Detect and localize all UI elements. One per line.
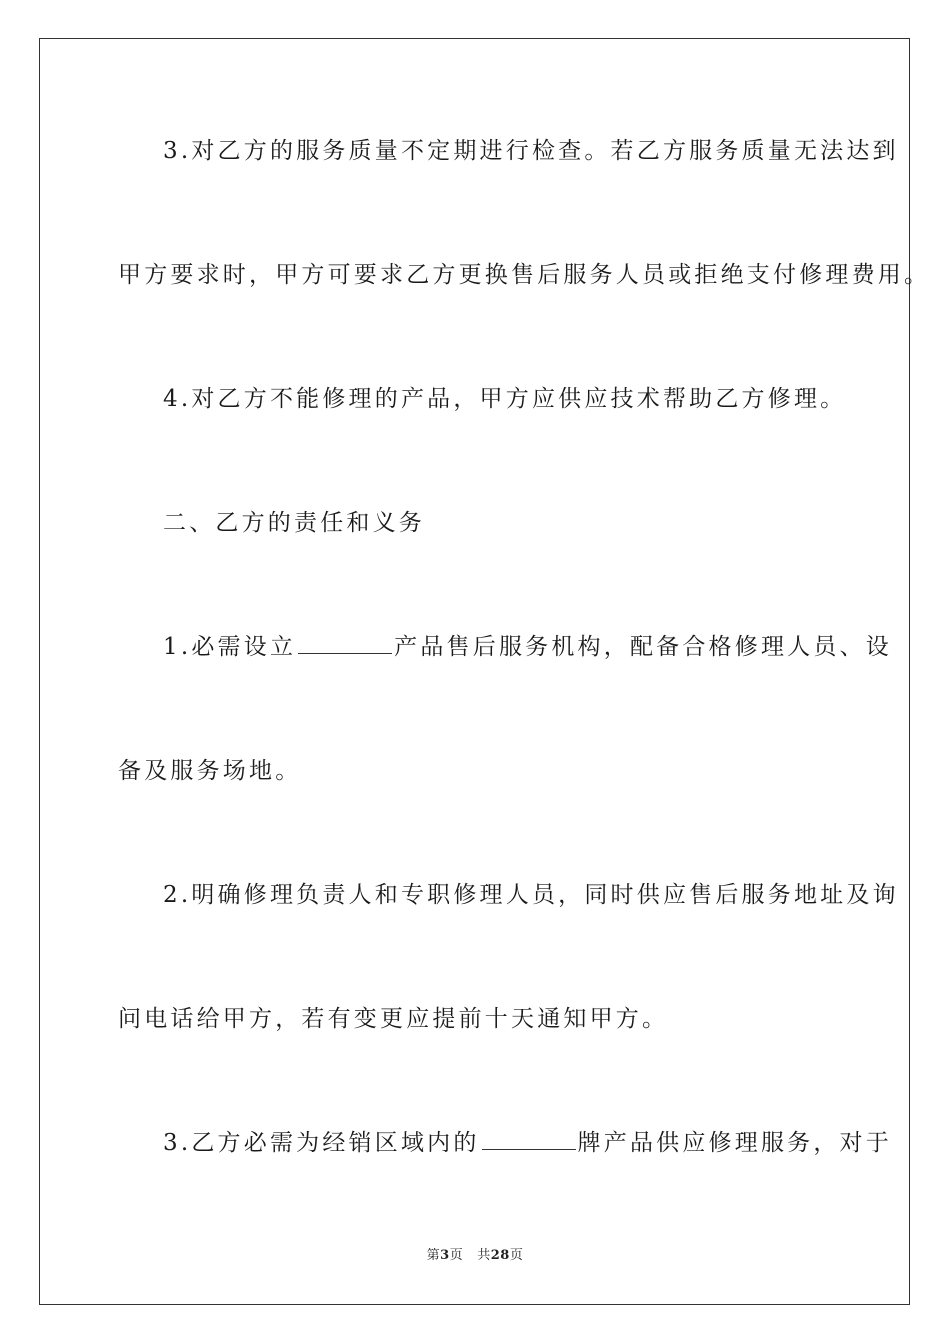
footer-page-suffix: 页 [449,1248,464,1263]
footer-total-suffix: 页 [509,1248,524,1263]
footer-page-number: 3 [440,1248,450,1263]
page-footer [0,1247,950,1265]
footer-total-pages: 28 [490,1248,510,1263]
fill-in-blank [298,633,392,654]
section-heading: 二、乙方的责任和义务 [163,510,425,536]
line-text-before-blank: 1.必需设立 [163,634,297,660]
line-text-after-blank: 牌产品供应修理服务，对于 [577,1130,892,1156]
paragraph-line-3: 4.对乙方不能修理的产品，甲方应供应技术帮助乙方修理。 [163,386,847,412]
line-text-after-blank: 产品售后服务机构，配备合格修理人员、设 [394,634,892,660]
paragraph-line-7: 2.明确修理负责人和专职修理人员，同时供应售后服务地址及询 [163,882,899,908]
paragraph-line-2: 甲方要求时，甲方可要求乙方更换售后服务人员或拒绝支付修理费用。 [118,262,931,288]
fill-in-blank [482,1129,576,1150]
footer-prefix: 第 [426,1248,441,1263]
footer-total-prefix: 共 [477,1248,491,1263]
paragraph-line-5 [163,632,892,662]
paragraph-line-6: 备及服务场地。 [118,758,302,784]
page-border [39,38,910,1305]
paragraph-line-1: 3.对乙方的服务质量不定期进行检查。若乙方服务质量无法达到 [163,138,899,164]
paragraph-line-8: 问电话给甲方，若有变更应提前十天通知甲方。 [118,1006,669,1032]
paragraph-line-9 [163,1128,892,1158]
line-text-before-blank: 3.乙方必需为经销区域内的 [163,1130,480,1156]
